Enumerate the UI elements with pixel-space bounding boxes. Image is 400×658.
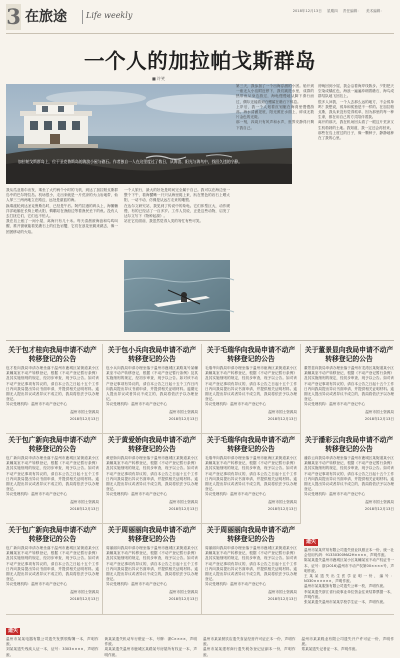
lost-notices-right [304, 528, 394, 612]
notice-contact: 异议受理机构：温州市不动产登记中心 [304, 402, 366, 407]
notice-body: 潘彩云向我局申请办理坐落于温州市鹿城区某街道某小区某幢某室不动产转移登记，根据《不动产登记暂行条例》及其实施细则的规定，经初步审查，现予以公告。如对该不动产登记事项有异议的，请自本公告之日起十五个工作日内向我局提出异议书面申请，并提供相关证明材料。逾期无人提出异议或者异议不成立的，我局将依法予以办理登记。 [304, 456, 394, 492]
notice-contact: 异议受理机构：温州市不动产登记中心 [205, 582, 267, 587]
notice-title: 关于包才桂向我局申请不动产转移登记的公告 [8, 346, 97, 363]
article-headline: 一个人的加拉帕戈斯群岛 [83, 49, 317, 73]
lost-item: 黄某某遗失机动车行驶证一本，号牌：浙C××××，声明作废。 [104, 637, 197, 647]
notice-date: 2018年12月13日 [364, 506, 394, 511]
notice-date: 2018年12月13日 [364, 416, 394, 421]
section-number: 3 [6, 4, 21, 29]
notice-body: 包小兵向我局申请办理坐落于温州市鹿城区某路某号某幢某室不动产转移登记，根据《不动产登记暂行条例》及其实施细则的规定，经初步审查，现予以公告。如对该不动产登记事项有异议的，请自本公告之日起十五个工作日内向我局提出异议书面申请，并提供相关证明材料。逾期无人提出异议或者异议不成立的，我局将依法予以办理登记。 [106, 366, 198, 402]
notice-box [205, 346, 297, 431]
notices-top-rule [6, 340, 394, 341]
column-divider [201, 344, 202, 614]
notice-title: 关于黄爱娇向我局申请不动产转移登记的公告 [107, 436, 197, 453]
notice-body: 黄爱娇向我局申请办理坐落于温州市鹿城区某街道某小区某幢某室不动产转移登记，根据《不动产登记暂行条例》及其实施细则的规定，经初步审查，现予以公告。如对该不动产登记事项有异议的，请自本公告之日起十五个工作日内向我局提出异议书面申请，并提供相关证明材料。逾期无人提出异议或者异议不成立的，我局将依法予以办理登记。 [106, 456, 198, 492]
issue-weekday: 星期四 [326, 9, 338, 13]
notice-body: 包才桂向我局申请办理坐落于温州市鹿城区某街道某小区某幢某室不动产转移登记，根据《不动产登记暂行条例》及其实施细则的规定，经初步审查，现予以公告。如对该不动产登记事项有异议的，请自本公告之日起十五个工作日内向我局提出异议书面申请，并提供相关证明材料。逾期无人提出异议或者异议不成立的，我局将依法予以办理登记。 [6, 366, 99, 402]
lost-item: 温州市某某餐饮店遗失食品经营许可证正本一份，声明作废。 [203, 637, 296, 647]
notice-title: 关于包广新向我局申请不动产转移登记的公告 [8, 526, 97, 543]
notice-contact: 异议受理机构：温州市不动产登记中心 [6, 582, 68, 587]
notice-body: 包广新向我局申请办理坐落于温州市鹿城区某街道某小区某幢某室不动产转移登记，根据《不动产登记暂行条例》及其实施细则的规定，经初步审查，现予以公告。如对该不动产登记事项有异议的，请自本公告之日起十五个工作日内向我局提出异议书面申请，并提供相关证明材料。逾期无人提出异议或者异议不成立的，我局将依法予以办理登记。 [6, 546, 99, 582]
lost-item: 周某某遗失温州市鹿城区某路某号房屋所有权证一本，声明作废。 [104, 647, 197, 657]
notice-body: 毛瑞华向我局申请办理坐落于温州市瓯海区某街道某小区某幢某室不动产转移登记，根据《不动产登记暂行条例》及其实施细则的规定，经初步审查，现予以公告。如对该不动产登记事项有异议的，请自本公告之日起十五个工作日内向我局提出异议书面申请，并提供相关证明材料。逾期无人提出异议或者异议不成立的，我局将依法予以办理登记。 [205, 366, 297, 402]
notice-box [6, 436, 99, 521]
notice-signature: 温州市国土资源局 [169, 499, 198, 504]
paragraph: 傍晚回到小屋，我会沿着海岸线散步。夕阳把天空染成橘红色，海浪一遍遍冲刷着礁石，海鸟成群结队地飞回岛上。 [318, 84, 394, 99]
notice-body: 包广新向我局申请办理坐落于温州市鹿城区某街道某小区某幢某室不动产转移登记，根据《不动产登记暂行条例》及其实施细则的规定，经初步审查，现予以公告。如对该不动产登记事项有异议的，请自本公告之日起十五个工作日内向我局提出异议书面申请，并提供相关证明材料。逾期无人提出异议或者异议不成立的，我局将依法予以办理登记。 [6, 456, 99, 492]
section-title: 在旅途 [25, 9, 67, 25]
notice-title: 关于包广新向我局申请不动产转移登记的公告 [8, 436, 97, 453]
lost-item: 郑某某遗失记者证一本，声明作废。 [301, 647, 359, 652]
notice-body: 毛瑞华向我局申请办理坐落于温州市瓯海区某街道某小区某幢某室不动产转移登记，根据《不动产登记暂行条例》及其实施细则的规定，经初步审查，现予以公告。如对该不动产登记事项有异议的，请自本公告之日起十五个工作日内向我局提出异议书面申请，并提供相关证明材料。逾期无人提出异议或者异议不成立的，我局将依法予以办理登记。 [205, 456, 297, 492]
notice-title: 关于董景显向我局申请不动产转移登记的公告 [304, 346, 394, 363]
section-english-title: Life weekly [86, 11, 133, 20]
notice-date: 2018年12月13日 [69, 596, 99, 601]
notice-contact: 异议受理机构：温州市不动产登记中心 [106, 402, 168, 407]
notice-date: 2018年12月13日 [267, 506, 297, 511]
header-rule [6, 33, 394, 34]
paragraph: 一个人旅行，最大的好处是时间完全属于自己。我可以在海边坐一整个下午，看海鬣蜥一只只从海里爬上来，趴在黑色的岩石上晒太阳，一动不动，仿佛是从远古走来的雕塑。 [124, 188, 230, 203]
article-column-4 [318, 84, 394, 336]
kayak-photo [124, 260, 230, 332]
notice-signature: 温州市国土资源局 [70, 499, 99, 504]
notice-date: 2018年12月13日 [69, 416, 99, 421]
lost-tag: 遗失 [8, 628, 19, 634]
notice-body: 董景显向我局申请办理坐落于温州市龙湾区某街道某小区某幢某室不动产转移登记，根据《不动产登记暂行条例》及其实施细则的规定，经初步审查，现予以公告。如对该不动产登记事项有异议的，请自本公告之日起十五个工作日内向我局提出异议书面申请，并提供相关证明材料。逾期无人提出异议或者异议不成立的，我局将依法予以办理登记。 [304, 366, 394, 402]
paragraph: 我在岛上租了一间小屋，离海只有几十米。每天清晨被海浪和鸟鸣叫醒，推开窗就能看见礁石上的红色岩蟹，它们在浪花里跳来跳去，像一团团移动的火焰。 [6, 219, 118, 234]
paragraph: 那一刻，四周只有风声和水声，世界安静得只剩下我自己。 [236, 120, 314, 130]
notice-title: 关于周丽丽向我局申请不动产转移登记的公告 [107, 526, 197, 543]
article-byline: ■ 许笑 [152, 76, 166, 81]
lost-tag: 遗失 [306, 539, 317, 545]
notice-box [205, 436, 297, 521]
editor-label: 责任编辑： [342, 9, 361, 13]
designer-label: 美术编辑： [366, 9, 384, 13]
notice-box [304, 346, 394, 431]
header-meta [289, 9, 384, 14]
paragraph: 在达尔文研究站，我见到了传说中的象龟。它们体型巨大，动作缓慢，有的已经活了一百多岁。工作人员说，正是这些动物，启发了达尔文写下《物种起源》。 [124, 203, 230, 219]
lost-item: 刘某某遗失残疾人证一本，证号：3303××××，声明作废。 [6, 647, 99, 657]
notice-date: 2018年12月13日 [69, 506, 99, 511]
lost-item: 温州市某某服饰有限公司遗失公章一枚，声明作废。 [304, 584, 387, 589]
notice-box [6, 526, 99, 612]
notice-body: 周丽丽向我局申请办理坐落于温州市鹿城区某街道某小区某幢某室不动产转移登记，根据《不动产登记暂行条例》及其实施细则的规定，经初步审查，现予以公告。如对该不动产登记事项有异议的，请自本公告之日起十五个工作日内向我局提出异议书面申请，并提供相关证明材料。逾期无人提出异议或者异议不成立的，我局将依法予以办理登记。 [106, 546, 198, 582]
notice-date: 2018年12月13日 [267, 416, 297, 421]
lost-item: 温州市某某电器有限公司遗失发票领购簿一本，声明作废。 [6, 637, 99, 647]
paragraph: 很多人问我，一个人去那么远的地方，不会孤单吗？我想说，孤单和孤独是不一样的。在加拉帕戈斯，我从来没有觉得孤单，因为那里的每一种生命，都在用自己的方式陪伴着我。 [318, 99, 394, 120]
notice-contact: 异议受理机构：温州市不动产登记中心 [106, 582, 168, 587]
notice-signature: 温州市国土资源局 [169, 589, 198, 594]
notice-box [205, 526, 297, 612]
notice-contact: 异议受理机构：温州市不动产登记中心 [304, 492, 366, 497]
notice-signature: 温州市国土资源局 [268, 589, 297, 594]
lost-item: 温州市某某鞋业有限公司遗失开户许可证一份，声明作废。 [301, 637, 394, 647]
notice-contact: 异议受理机构：温州市不动产登记中心 [106, 492, 168, 497]
article-column-3 [236, 84, 314, 336]
notice-contact: 异议受理机构：温州市不动产登记中心 [205, 492, 267, 497]
issue-date: 2018年12月13日 [292, 9, 322, 13]
notice-title: 关于毛瑞华向我局申请不动产转移登记的公告 [206, 346, 296, 363]
notice-signature: 温州市国土资源局 [169, 409, 198, 414]
notice-date: 2018年12月13日 [168, 416, 198, 421]
paragraph: 上岸后，我一个人划着皮划艇在海湾里慢慢游荡。海水清澈见底，阳光照在水面上，碎成无数片金色的光斑。 [236, 104, 314, 120]
notice-date: 2018年12月13日 [168, 506, 198, 511]
notice-date: 2018年12月13日 [168, 596, 198, 601]
notice-signature: 温州市国土资源局 [365, 499, 394, 504]
lost-item: 张某某遗失温州市某某学校学生证一本，声明作废。 [304, 600, 387, 605]
notice-signature: 温州市国土资源局 [268, 409, 297, 414]
notice-signature: 温州市国土资源局 [70, 409, 99, 414]
notice-signature: 温州市国土资源局 [365, 409, 394, 414]
notice-box [106, 436, 198, 521]
paragraph: 站在它们面前，我忽然觉得人类的匆忙有些可笑。 [124, 219, 204, 224]
notice-contact: 异议受理机构：温州市不动产登记中心 [6, 492, 68, 497]
lost-notices-bottom [6, 617, 394, 657]
row-divider [6, 614, 394, 615]
row-divider [6, 523, 300, 524]
page-header [0, 0, 400, 44]
lost-item: 温州市某某贸易有限公司遗失营业执照正本一份，统一社会信用代码：91330300MA2H××××，声明作废。 [304, 548, 394, 558]
notice-signature: 温州市国土资源局 [70, 589, 99, 594]
notice-box [304, 436, 394, 521]
article-column-1 [6, 188, 118, 336]
notice-box [106, 526, 198, 612]
notice-title: 关于潘彩云向我局申请不动产转移登记的公告 [304, 436, 394, 453]
notice-title: 关于包小兵向我局申请不动产转移登记的公告 [107, 346, 197, 363]
lost-item: 陈某某遗失温州市鹿城区某小区某幢某室不动产权证书一本，证号：浙(2016)温州市不动产权第00××××号，声明作废。 [304, 558, 394, 573]
notice-signature: 温州市国土资源局 [268, 499, 297, 504]
lost-item: 温州市某某建材商行遗失税务登记证副本一份，声明作废。 [203, 647, 296, 657]
lost-item: 王某某遗失出生医学证明一份，编号：N330××××××，声明作废。 [304, 574, 394, 584]
notice-box [6, 346, 99, 431]
notice-contact: 异议受理机构：温州市不动产登记中心 [6, 402, 68, 407]
lost-item: 李某某遗失浙江省行政事业单位资金往来结算票据一本，声明作废。 [304, 589, 394, 599]
column-divider [102, 344, 103, 614]
notice-title: 关于周丽丽向我局申请不动产转移登记的公告 [206, 526, 296, 543]
notice-body: 周丽丽向我局申请办理坐落于温州市鹿城区某街道某小区某幢某室不动产转移登记，根据《不动产登记暂行条例》及其实施细则的规定，经初步审查，现予以公告。如对该不动产登记事项有异议的，请自本公告之日起十五个工作日内向我局提出异议书面申请，并提供相关证明材料。逾期无人提出异议或者异议不成立的，我局将依法予以办理登记。 [205, 546, 297, 582]
notice-box [106, 346, 198, 431]
article-column-2 [124, 188, 230, 258]
row-divider [6, 433, 300, 434]
notice-title: 关于毛瑞华向我局申请不动产转移登记的公告 [206, 436, 296, 453]
paragraph: 离开的那天，我在机场回头看了一眼这片荒凉又生机勃勃的土地。我知道，我一定还会再回来。 [318, 120, 394, 130]
column-divider [300, 344, 301, 524]
notice-contact: 异议受理机构：温州市不动产登记中心 [205, 402, 267, 407]
paragraph: 换乘渡轮到达圣克鲁斯岛时，已经是午后。阿约拉港的码头上，海狮懒洋洋地躺在长椅上晒太阳，鹈鹕站在渔船边等着渔民丢下的鱼。没有人去打扰它们，它们也不怕人。 [6, 203, 118, 219]
photo-caption: 加拉帕戈斯群岛上，位于圣克鲁斯岛的海滨小屋与礁石。作者独自一人在这里度过了数日，从海浪、阳光与海鸟中，找回久违的宁静。 [18, 159, 243, 164]
section-divider [82, 10, 83, 24]
paragraph: 那些在岛上度过的日子，像一颗种子，静静地种在了我的心里。 [318, 130, 394, 141]
paragraph: 第三天，我参加了一个出海浮潜的小团。船开到一座无人小岛附近停下，我们跳进水里，成群的热带鱼从身边游过，海龟慢慢地从脚下滑行而过，偶尔还能看到白鳍鲨在礁石下休息。 [236, 84, 314, 104]
notice-date: 2018年12月13日 [267, 596, 297, 601]
paragraph: 我从瓜亚基尔出发，乘坐了大约两个小时的飞机，到达了加拉帕戈斯群岛中的巴尔特拉岛。机场很小，走出来就是一片荒凉的火山岩地带，仙人掌三三两两地立在路边，远处是湛蓝的海。 [6, 188, 118, 203]
